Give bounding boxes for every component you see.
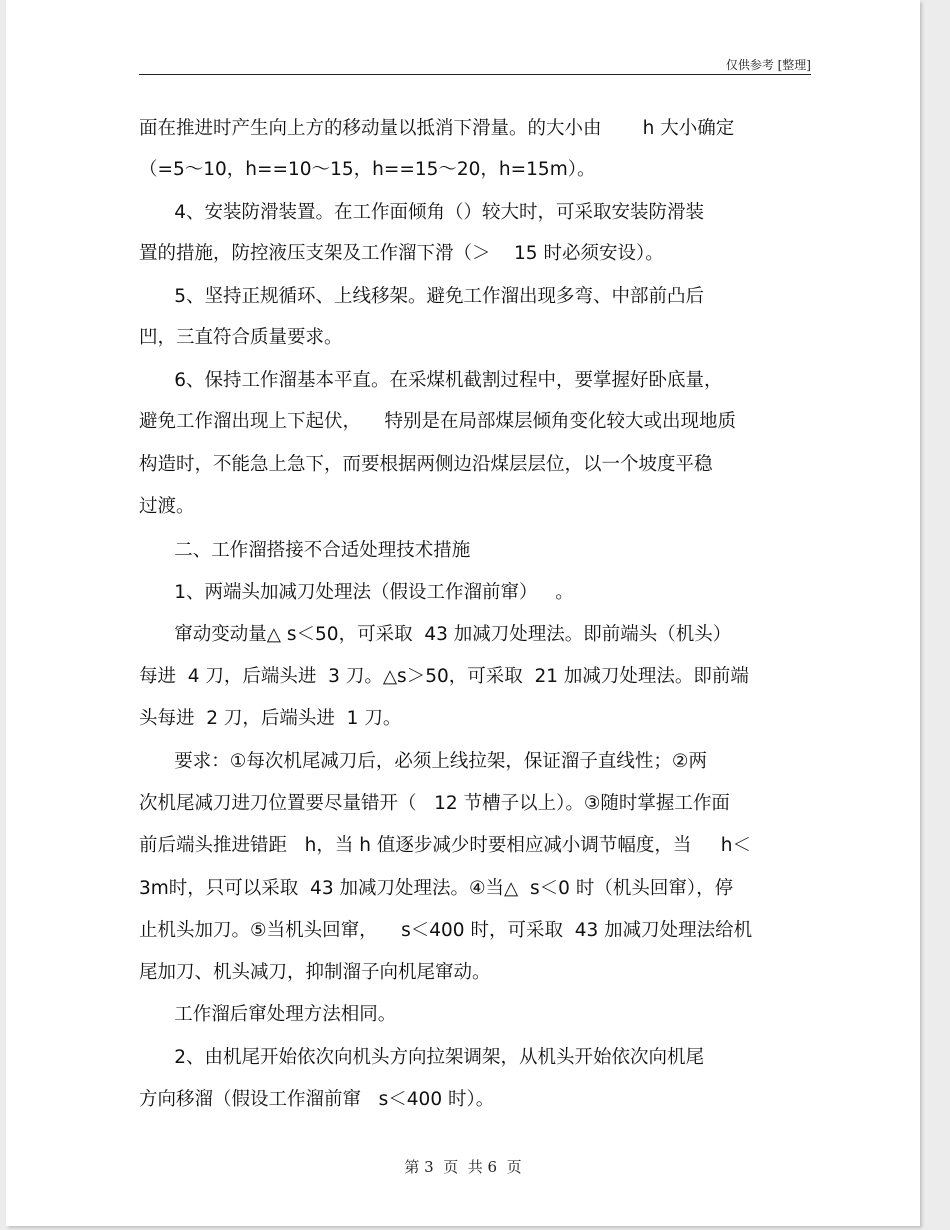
body-line: 窜动变动量△ s＜50，可采取 43 加减刀处理法。即前端头（机头） [139,624,732,645]
body-line: 要求：①每次机尾减刀后，必须上线拉架，保证溜子直线性；②两 [139,751,707,772]
body-line: 面在推进时产生向上方的移动量以抵消下滑量。的大小由 h 大小确定 [139,118,735,139]
body-line: 工作溜后窜处理方法相同。 [139,1004,397,1025]
body-line: 构造时，不能急上急下，而要根据两侧边沿煤层层位，以一个坡度平稳 [139,454,713,475]
body-line: 方向移溜（假设工作溜前窜 s＜400 时）。 [139,1089,495,1110]
page-footer: 第 3 页 共 6 页 [404,1158,522,1176]
body-line: 3m时，只可以采取 43 加减刀处理法。④当△ s＜0 时（机头回窜），停 [139,878,734,899]
page-header [139,54,811,75]
body-line: 止机头加刀。⑤当机头回窜， s＜400 时，可采取 43 加减刀处理法给机 [139,920,753,941]
body-line: 凹，三直符合质量要求。 [139,327,343,348]
body-line: 5、坚持正规循环、上线移架。避免工作溜出现多弯、中部前凸后 [139,286,705,307]
body-line: 过渡。 [139,496,195,517]
body-line: 次机尾减刀进刀位置要尽量错开（ 12 节槽子以上）。③随时掌握工作面 [139,793,730,814]
body-line: 置的措施，防控液压支架及工作溜下滑（＞ 15 时必须安设）。 [139,243,664,264]
body-line: 1、两端头加减刀处理法（假设工作溜前窜） 。 [139,582,574,603]
body-line: 2、由机尾开始依次向机头方向拉架调架，从机头开始依次向机尾 [139,1047,705,1068]
body-line: 头每进 2 刀，后端头进 1 刀。 [139,708,402,729]
document-page [6,0,920,1226]
body-line: 6、保持工作溜基本平直。在采煤机截割过程中，要掌握好卧底量， [139,370,723,391]
header-note: 仅供参考 [整理] [725,58,811,72]
body-line: 4、安装防滑装置。在工作面倾角（）较大时，可采取安装防滑装 [139,202,705,223]
body-line: 避免工作溜出现上下起伏， 特别是在局部煤层倾角变化较大或出现地质 [139,411,737,432]
body-line: 尾加刀、机头减刀，抑制溜子向机尾窜动。 [139,962,491,983]
body-line: 前后端头推进错距 h，当 h 值逐步减少时要相应减小调节幅度，当 h＜ [139,835,751,856]
body-line: （=5～10，h==10～15，h==15～20，h=15m）。 [139,159,596,180]
body-line: 每进 4 刀，后端头进 3 刀。△s＞50，可采取 21 加减刀处理法。即前端 [139,666,749,687]
section-heading: 二、工作溜搭接不合适处理技术措施 [139,540,471,561]
